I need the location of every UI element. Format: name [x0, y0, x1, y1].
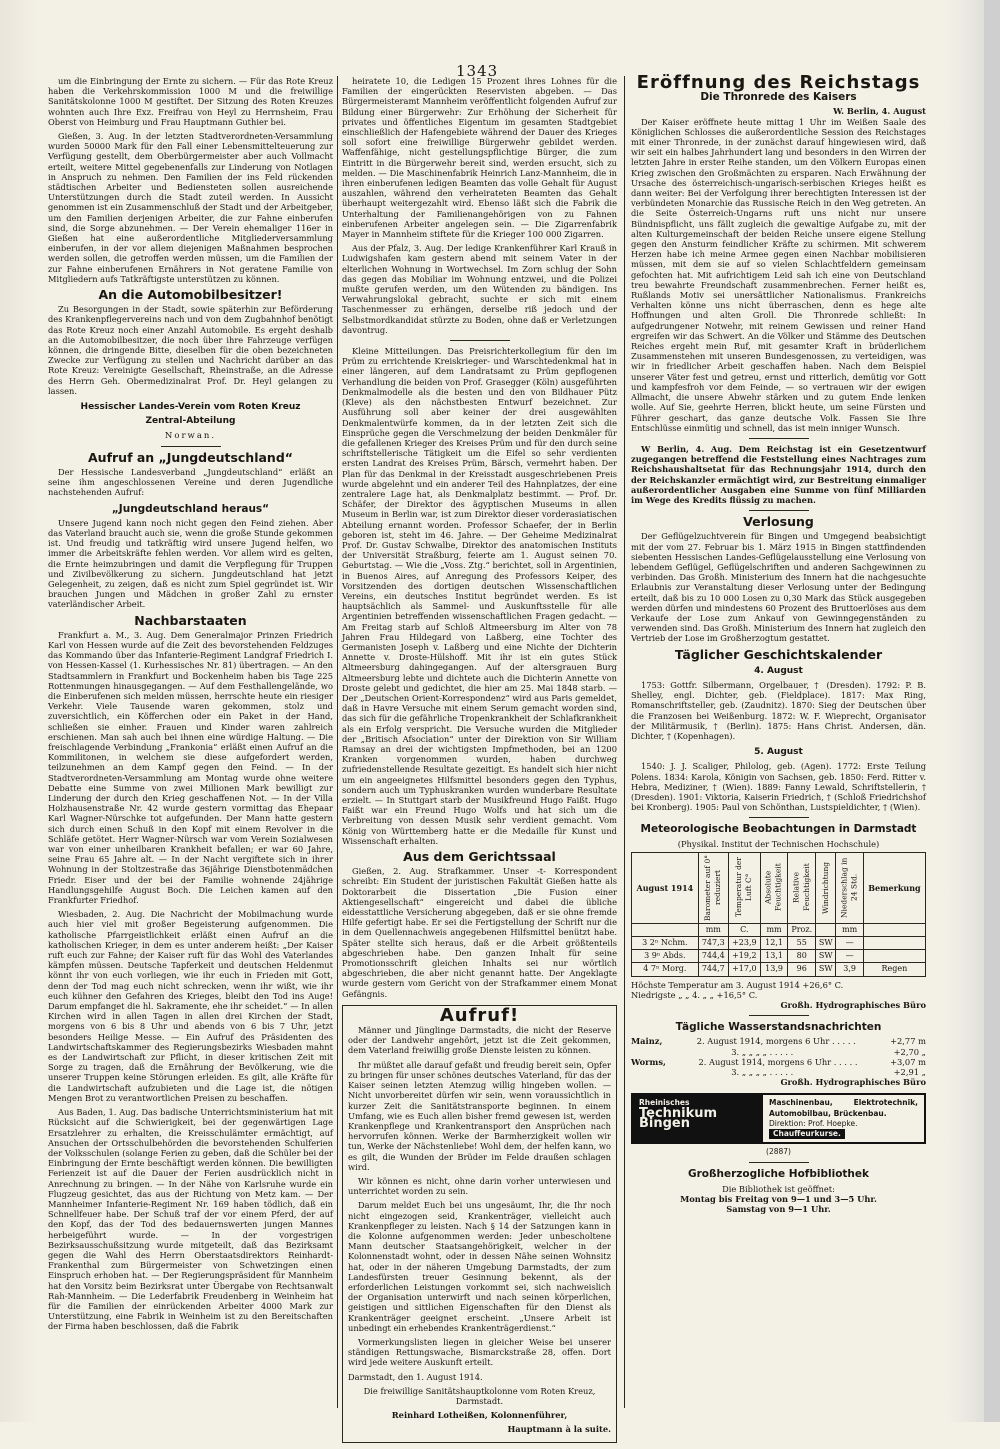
water-date: 3. „ „ „ „ . . . . .	[731, 1067, 794, 1078]
meteo-cell: 747,3	[698, 937, 728, 950]
heading-automobilbesitzer: An die Automobilbesitzer!	[98, 287, 283, 303]
meteo-unit: C.	[728, 923, 760, 936]
signature-norwan: Norwan.	[164, 430, 217, 441]
ad-title-block	[633, 1095, 763, 1142]
separator	[749, 510, 809, 511]
aufruf-text-5: Vormerkungslisten liegen in gleicher Weise bei unserer ständigen Rettungswache, Bismarckstraße 28, offen. Dort wird jede weitere Auskunft erteilt.	[348, 1336, 611, 1368]
heading-nachbarstaaten: Nachbarstaaten	[134, 612, 247, 628]
meteo-cell: 3 2ⁿ Nchm.	[632, 937, 699, 950]
column-2	[342, 76, 617, 1449]
meteo-cell: SW	[816, 937, 836, 950]
temperature-high: Höchste Temperatur am 3. August 1914 +26,6° C.	[631, 979, 844, 990]
meteo-header: August 1914	[632, 852, 699, 923]
meteo-unit-row	[632, 923, 926, 936]
article-strafkammer: Gießen, 2. Aug. Strafkammer. Unser -t- Korrespondent schreibt: Ein Student der juristischen Fakultät Gießen hatte als Doktorarbeit die Dissertation „Die Fusion einer Aktiengesellschaft“ eingereicht und dabei die übliche eidesstattliche Versicherung abgegeben, daß er sie ohne fremde Hilfe gefertigt habe. Er sei die Fertigstellung der Schrift nur die in dem Quellennachweis angegebenen Hilfsmittel benützt habe. Später stellte sich heraus, daß er die Arbeit größtenteils abgeschrieben habe. Den ganzen Inhalt für seine Promotionsschrift gleichen Inhalts sei nur wörtlich abgeschrieben, die aber nicht genannt hatte. Der Angeklagte wurde gestern vom Gericht von der Strafkammer einem Monat Gefängnis.	[342, 866, 617, 999]
meteo-cell: 13,1	[760, 950, 787, 963]
meteo-cell	[863, 950, 925, 963]
article-jungdeutschland: Unsere Jugend kann noch nicht gegen den Feind ziehen. Aber das Vaterland braucht auch sie, wenn die große Stunde gekommen ist. Und freudig und tatkräftig wird unsere Jugend helfen, wo immer die Arbeitskräfte fehlen werden. Vor allem wird es gelten, die Ernte heimzubringen und damit die Verpflegung für Truppen und Zivilbevölkerung zu sichern. Jungdeutschland hat jetzt Gelegenheit, zu zeigen, daß es nicht zum Spiel gegründet ist. Wir brauchen Jungen und Mädchen in großer Zahl zu ernster vaterländischer Arbeit.	[48, 517, 333, 610]
meteo-source: Großh. Hydrographisches Büro	[780, 1000, 926, 1011]
binding-strip	[984, 0, 1000, 1422]
separator	[450, 340, 510, 341]
water-date: 3. „ „ „ „ . . . . .	[731, 1046, 794, 1057]
heading-verlosung: Verlosung	[743, 514, 814, 530]
article-kleine-mitteilungen: Kleine Mitteilungen. Das Preisrichterkollegium für den im Prüm zu errichtende Kreiskrieger- und Warschtedenkmal hat in einer längeren, auf dem Landratsamt zu Prüm gepflogenen Verhandlung die beiden von Prof. Grasegger (Köln) ausgeführten Denkmalmodelle als die besten und den von Bildhauer Pütz (Kleve) als den nächstbesten Entwurf bezeichnet. Zur Ausführung soll aber keiner der drei ausgewählten Denkmalentwürfe kommen, da in der letzten Zeit sich die Einsprüche gegen die Verschmelzung der beiden Denkmäler für die gefallenen Krieger des Kreises Prüm und für den durch seine schriftstellerische Tätigkeit um die Eifel so sehr verdienten ersten Landrat des Kreises Prüm, Bärsch, vermehrt haben. Der Plan für das Denkmal in der Kreisstadt ausgeschriebenen Preis wurde abgelehnt und ein anderer Teil des Hahnplatzes, der eine zentralere Lage hat, als Denkmalplatz bestimmt. — Prof. Dr. Schäfer, der Direktor des ägyptischen Museums in allen Museum in Berlin war, ist zum Direktor dieser vorderasiatischen Abteilung ernannt worden. Professor Schaefer, der in Berlin geboren ist, steht im 46. Jahre. — Der Geheime Medizinalrat Prof. Dr. Gustav Schwalbe, Direktor des anatomischen Instituts der Universität Straßburg, feierte am 1. August seinen 70. Geburtstag. — Wie die „Voss. Ztg.“ berichtet, soll in Argentinien, in Buenos Aires, auf Anregung des Professors Keiper, des Vorsitzenden des dortigen deutschen Wissenschaftlichen Vereins, ein deutsches Institut begründet werden. Es ist hauptsächlich als Sammel- und Auskunftsstelle für alle Argentinien betreffenden wissenschaftlichen Fragen gedacht. — Am Freitag starb auf Schloß Altmeersburg im Alter von 78 Jahren Frau Hildegard von Laßberg, eine Tochter des Germanisten Joseph v. Laßberg und eine Nichte der Dichterin Annette v. Droste-Hülshoff. Mit ihr ist ein gutes Stück Altmeersburg dahingegangen. Auf der altersgrauen Burg Altmeersburg lebte und dichtete auch die Dichterin Annette von Droste gelebt und gedichtet, die hier am 25. Mai 1848 starb. — Der „Deutschen Orient-Korrespondenz“ wird aus Paris gemeldet, daß in Havre Versuche mit einem Serum gemacht worden sind, das sich für die gefährliche Tropenkrankheit der Schlafkrankheit als ein Erfolg verspricht. Die Versuche wurden die Mitglieder der „Britisch Afsociation“ unter der Direktion von Sir William Ramsay an drei der wichtigsten Impfmethoden, bei an 1200 Kranken vorgenommen wurden, haben durchweg zufriedenstellende Resultate gezeitigt. Es handelt sich hier nicht um ein angeeignetes Hilfsmittel besonders gegen den Typhus, sondern auch um Typhuskranken wurden wunderbare Resultate erzielt. — In Stuttgart starb der Musikfreund Hugo Faißt. Hugo Faißt war ein Freund Hugo Wolfs und hat sich um die Verbreitung von dessen Musik sehr verdient gemacht. Vom König von Württemberg hatte er die Medaille für Kunst und Wissenschaft erhalten.	[342, 346, 617, 846]
water-level-row	[631, 1047, 926, 1057]
water-date: 2. August 1914, morgens 6 Uhr . . . . .	[696, 1036, 856, 1047]
water-value: +2,70 „	[893, 1046, 926, 1057]
heading-reichstag: Eröffnung des Reichstags	[636, 72, 921, 93]
heading-meteorologie: Meteorologische Beobachtungen in Darmstadt	[640, 823, 917, 836]
article-frankfurt: Frankfurt a. M., 3. Aug. Dem Generalmajor Prinzen Friedrich Karl von Hessen wurde auf die Zeit des bevorstehenden Feldzuges das Kommando über das Infanterie-Regiment Landgraf Friedrich I. von Hessen-Kassel (1. Kurhessisches Nr. 81) übertragen. — An den Stadtsammlern in Frankfurt und Bockenheim haben bis Tage 225 Rottenmungen hinausgegangen. — Auf dem Festhallengelände, wo die Einberufenen sich melden müssen, herrschte heute ein riesiger Verkehr. Viele Tausende waren gekommen, stolz und zuversichtlich, ein Köfferchen oder ein Paket in der Hand, schließen sie einher. Frauen und Kinder waren zahlreich erschienen. Man sah auch bei ihnen eine würdige Haltung. — Die freischlagende Verbindung „Frankonia“ erläßt einen Aufruf an die Kommilitonen, in welchem sie diese aufgefordert werden, teilzunehmen an dem Kampf gegen den Feind. — In der Stadtverordneten-Versammlung am Montag wurde ohne weitere Debatte eine Summe von zwei Millionen Mark bewilligt zur Linderung der durch den Krieg geschaffenen Not. — In der Villa Holzhausenstraße Nr. 42 wurde gestern vormittag das Ehepaar Karl Wagner-Nürschke tot aufgefunden. Der Mann hatte gestern sich durch einen Schuß in den Kopf mit einem Revolver in die Schläfe getötet. Herr Wagner-Nürsch war vom Verein Sozialwesen war von einer unheilbaren Krankheit befallen; er war 60 Jahre, seine Frau 65 Jahre alt. — In der Nacht vergiftete sich in ihrer Wohnung in der Stoltzestraße das 36jährige Dienstbotenmädchen Friedr. Eiser und der bei der Familie wohnende 24jährige Handlungsgehilfe August Boch. Die Leichen kamen auf den Frankfurter Friedhof.	[48, 629, 333, 906]
meteo-unit	[632, 923, 699, 936]
library-hours-saturday: Samstag von 9—1 Uhr.	[726, 1204, 831, 1215]
water-value: +2,91 „	[893, 1067, 926, 1078]
article-mannheim: heiratete 10, die Ledigen 15 Prozent ihres Lohnes für die Familien der eingerückten Reservisten abgeben. — Das Bürgermeisteramt Mannheim veröffentlicht folgenden Aufruf zur Bildung einer Bürgerwehr: Zur Erhöhung der Sicherheit für privates und öffentliches Eigentum im gesamten Stadtgebiet einschließlich der Hafengebiete während der Dauer des Krieges soll sofort eine freiwillige Bürgerwehr gebildet werden. Waffenfähige, nicht gestellungspflichtige Bürger, die zum Eintritt in die Bürgerwehr bereit sind, werden ersucht, sich zu melden. — Die Maschinenfabrik Heinrich Lanz-Mannheim, die in ihren einberufenen ledigen Beamten das volle Gehalt für August auszahlen, während den verheirateten Beamten das Gehalt überhaupt weitergezahlt wird. Ebenso läßt sich die Fabrik die Unterhaltung der Familienangehörigen von zu Fahnen einberufenen Arbeiter angelegen sein. — Die Zigarrenfabrik Mayer in Mannheim stiftete für die Krieger 100 000 Zigarren.	[342, 76, 617, 240]
meteo-header: Temperatur der Luft C°	[728, 852, 760, 923]
meteo-cell: 3,9	[836, 963, 863, 976]
meteo-row	[632, 950, 926, 963]
meteo-cell: 4 7ⁿ Morg.	[632, 963, 699, 976]
meteo-header: Absolute Feuchtigkeit	[760, 852, 787, 923]
library-open: Die Bibliothek ist geöffnet:	[722, 1183, 835, 1194]
meteo-header: Windrichtung	[816, 852, 836, 923]
heading-5-august: 5. August	[754, 747, 803, 758]
meteo-cell: +23,9	[728, 937, 760, 950]
separator	[749, 817, 809, 818]
heading-aufruf-jungdeutschland: Aufruf an „Jungdeutschland“	[88, 449, 293, 465]
aufruf-text-4: Darum meldet Euch bei uns ungesäumt, Ihr, die Ihr noch nicht eingezogen seid, Krankenträger, vielleicht auch Krankenpfleger zu leisten. Nach § 14 der Satzungen kann in die Kolonne aufgenommen werden: Jeder unbescholtene Mann deutscher Staatsangehörigkeit, welcher in der Kolonnenstadt wohnt, oder in dessen Nähe seinen Wohnsitz hat, oder in der näheren Umgebung Darmstadts, der zum Landesfürsten treuer Gesinnung bekennt, als der erforderlichen Leistungen vorkommt sei, sich nachweislich der Organisation unterwirft und nach seinen körperlichen, geistigen und sittlichen Eigenschaften für den Dienst als Krankenträger geeignet erscheint. „Unsere Arbeit ist unbedingt ein erhebendes Krankenträgerdienst.“	[348, 1200, 611, 1333]
aufruf-leader: Reinhard Lotheißen, Kolonnenführer,	[391, 1410, 568, 1421]
separator	[749, 1015, 809, 1016]
meteo-table	[631, 852, 926, 977]
ad-title: Technikum Bingen	[639, 1105, 718, 1131]
heading-thronrede: Die Thronrede des Kaisers	[700, 91, 857, 104]
heading-landesverein: Hessischer Landes-Verein vom Roten Kreuz	[80, 402, 301, 413]
ad-details	[763, 1095, 924, 1142]
separator	[161, 446, 221, 447]
meteo-institute: (Physikal. Institut der Technischen Hochschule)	[677, 838, 880, 849]
aufruf-signatory: Die freiwillige Sanitätshauptkolonne vom Roten Kreuz, Darmstadt.	[363, 1385, 596, 1406]
ad-direction: Direktion: Prof. Hoepke.	[769, 1118, 858, 1128]
ad-title-small: Rheinisches	[639, 1098, 690, 1108]
dateline-berlin: W. Berlin, 4. August	[833, 106, 926, 117]
meteo-cell: 13,9	[760, 963, 787, 976]
meteo-cell: +19,2	[728, 950, 760, 963]
article-verlosung: Der Geflügelzuchtverein für Bingen und Umgegend beabsichtigt mit der vom 27. Februar bis 1. März 1915 in Bingen stattfindenden siebenten Hessischen Landes-Geflügelausstellung eine Verlosung von lebendem Geflügel, Geflügelschriften und anderen Sachgewinnen zu verbinden. Das Großh. Ministerium des Innern hat die nachgesuchte Erlaubnis zur Veranstaltung dieser Verlosung unter der Bedingung erteilt, daß bis zu 10 000 Losen zu 0,30 Mark das Stück ausgegeben werden dürfen und mindestens 60 Prozent des Bruttoerlöses aus dem Verkaufe der Lose zum Ankauf von Gewinngegenständen zu verwenden sind. Das Großh. Ministerium des Innern hat zugleich den Vertrieb der Lose im Großherzogtum gestattet.	[631, 531, 926, 644]
meteo-cell: —	[836, 937, 863, 950]
heading-geschichtskalender: Täglicher Geschichtskalender	[674, 646, 883, 662]
water-value: +3,07 m	[890, 1056, 926, 1067]
meteo-header: Niederschlag in 24 Std.	[836, 852, 863, 923]
separator	[749, 438, 809, 439]
advertisement-technikum	[631, 1093, 926, 1144]
calendar-4-august: 1753: Gottfr. Silbermann, Orgelbauer, † (Dresden). 1792: P. B. Shelley, engl. Dichter, geb. (Fieldplace). 1817: Max Ring, Romanschriftsteller, geb. (Zaudnitz). 1870: Sieg der Deutschen über die Franzosen bei Weißenburg. 1872: W. F. Wieprecht, Organisator der Militärmusik, † (Berlin). 1875: Hans Christ. Andersen, dän. Dichter, † (Kopenhagen).	[631, 679, 926, 741]
aufruf-text-3: Wir können es nicht, ohne darin vorher unterwiesen und unterrichtet worden zu sein.	[348, 1175, 611, 1197]
left-page-edge	[0, 0, 38, 1422]
meteo-cell: —	[836, 950, 863, 963]
article-automobile: Zu Besorgungen in der Stadt, sowie späterhin zur Beförderung des Krankenpflegervereins nach und von dem Zugbahnhof benötigt das Rote Kreuz noch einer Anzahl Automobile. Es ergeht deshalb an die Automobilbesitzer, die noch über ihre Fahrzeuge verfügen können, die dringende Bitte, dieselben für die oben bezeichneten Zwecke zur Verfügung zu stellen und Nachricht darüber an das Rote Kreuz: Vereinigte Gesellschaft, Rheinstraße, an die Adresse des Herrn Geh. Obermedizinalrat Prof. Dr. Heyl gelangen zu lassen.	[48, 304, 333, 396]
heading-gerichtssaal: Aus dem Gerichtssaal	[403, 849, 556, 865]
meteo-row	[632, 937, 926, 950]
water-level-row	[631, 1057, 926, 1067]
aufruf-text-2: Ihr müßtet alle darauf gefaßt und freudig bereit sein, Opfer zu bringen für unser schönes deutsches Vaterland, für das der Kaiser seinen letzten Atemzug willig hingeben wollen. — Nicht unvorbereitet dürfen wir sein, wenn voraussichtlich in kurzer Zeit die Sanitätstransporte beginnen. In einem Umfang, wie es Euch allen bisher fremd gewesen ist, werden Krankenpflege und Krankentransport den Ansprüchen nach hervorrufen können. Werke der Barmherzigkeit wollen wir tun, Werke der Nächstenliebe! Wohl dem, der helfen kann, wo es gilt, die Wunden der Brüder im Felde draußen schlagen wird.	[348, 1059, 611, 1172]
meteo-cell: SW	[816, 963, 836, 976]
heading-wasserstand: Tägliche Wasserstandsnachrichten	[675, 1021, 882, 1034]
water-value: +2,77 m	[890, 1036, 926, 1047]
water-station: Mainz,	[631, 1036, 663, 1047]
meteo-header-row	[632, 852, 926, 923]
heading-4-august: 4. August	[754, 665, 803, 676]
meteo-header: Bemerkung	[863, 852, 925, 923]
heading-aufruf: Aufruf!	[439, 1004, 520, 1026]
meteo-cell: 744,4	[698, 950, 728, 963]
heading-zentralabteilung: Zentral-Abteilung	[145, 416, 236, 427]
meteo-cell: +17,0	[728, 963, 760, 976]
meteo-unit: mm	[698, 923, 728, 936]
meteo-cell: 55	[788, 937, 816, 950]
meteo-unit: Proz.	[788, 923, 816, 936]
library-hours-weekday: Montag bis Freitag von 9—1 und 3—5 Uhr.	[680, 1193, 877, 1204]
page-number: 1343	[456, 62, 499, 80]
ad-number: (2887)	[766, 1147, 791, 1157]
ad-chauffeur: Chauffeurkurse.	[769, 1129, 845, 1139]
water-date: 2. August 1914, morgens 6 Uhr . . . . .	[698, 1056, 858, 1067]
column-rule-1	[337, 76, 338, 1408]
aufruf-rank: Hauptmann à la suite.	[507, 1424, 611, 1435]
meteo-cell: SW	[816, 950, 836, 963]
meteo-cell: 80	[788, 950, 816, 963]
meteo-cell: 12,1	[760, 937, 787, 950]
meteo-header: Barometer auf 0° reduziert	[698, 852, 728, 923]
water-source: Großh. Hydrographisches Büro	[780, 1077, 926, 1088]
meteo-cell: 3 9ⁿ Abds.	[632, 950, 699, 963]
heading-jungdeutschland-heraus: „Jungdeutschland heraus“	[111, 502, 270, 515]
column-3	[631, 72, 926, 1215]
aufruf-text-1: Männer und Jünglinge Darmstadts, die nicht der Reserve oder der Landwehr angehört, jetzt ist die Zeit gekommen, dem Vaterland freiwillig große Dienste leisten zu können.	[348, 1025, 611, 1056]
meteo-cell: Regen	[863, 963, 925, 976]
article-jungdeutschland-intro: Der Hessische Landesverband „Jungdeutschland“ erläßt an seine ihm angeschlossenen Vereine und deren Jugendliche nachstehenden Aufruf:	[48, 466, 333, 498]
article-giessen: Gießen, 3. Aug. In der letzten Stadtverordneten-Versammlung wurden 50000 Mark für den Fall einer Lebensmittelteuerung zur Verfügung gestellt, dem Oberbürgermeister aber auch Vollmacht erteilt, weitere Mittel gegebenenfalls zur Linderung von Notlagen in Anspruch zu nehmen. Den Familien der ins Feld rückenden städtischen Arbeiter und Bediensteten sollen ausreichende Unterstützungen durch die Stadt zuteil werden. In Aussicht genommen ist ein Zusammenschluß der Stadt und der Arbeitgeber, um den Familien derjenigen Arbeiter, die zur Fahne einberufen sind, die Sorge abzunehmen. — Der Verein ehemaliger 116er in Gießen hat eine außerordentliche Mitgliederversammlung einberufen, in der vor allem diejenigen Maßnahmen besprochen werden sollen, die getroffen werden müssen, um die Familien der zur Fahne einberufenen Ernährers in Not geratene Familie von Mitgliedern aufs Tatkräftigste unterstützen zu können.	[48, 131, 333, 284]
aufruf-date: Darmstadt, den 1. August 1914.	[348, 1371, 483, 1382]
meteo-cell: 744,7	[698, 963, 728, 976]
article-wiesbaden: Wiesbaden, 2. Aug. Die Nachricht der Mobilmachung wurde auch hier viel mit großer Begeisterung aufgenommen. Die katholische Pfarrgeistlichkeit erläßt einen Aufruf an die katholischen Krieger, in dem es unter anderem heißt: „Der Kaiser ruft euch zur Fahne; der Kaiser ruft für das Wohl des Vaterlandes kämpfen müssen. Deutsche Tapferkeit und deutschen Heldenmut könnt ihr von euch vorliegen, wie ihr euch in Frieden mit Gott, denn der Tod mag euch nicht schrecken, wenn ihr wißt, wie ihr euch kühner den Gefahren des Krieges, bleibt den Tod ins Auge! Darum empfanget die hl. Sakramente, ehe ihr scheidet.“ — In allen Kirchen wird in allen Tagen in allen drei Kirchen der Stadt, morgens von 6 bis 8 Uhr und abends von 6 bis 7 Uhr, jetzt besonders Heilige Messe. — Ein Aufruf des Präsidenten des Landwirtschaftskammer des Regierungsbezirks Wiesbaden mahnt es der Landwirtschaft zur Pflicht, in dieser kritischen Zeit mit Sorge zu tragen, daß die Ernährung der Bevölkerung, wie die unserer Truppen keine Störungen erleiden. Es gilt, alle Kräfte für die Landwirtschaft aufzubieten und die Lage ist, die nötigen Mengen Brot zu verantwortlichen Preisen zu beschaffen.	[48, 909, 333, 1103]
meteo-unit: mm	[760, 923, 787, 936]
water-level-row	[631, 1036, 926, 1046]
meteo-unit: mm	[836, 923, 863, 936]
heading-hofbibliothek: Großherzogliche Hofbibliothek	[687, 1168, 870, 1181]
aufruf-box	[342, 1005, 617, 1443]
article-pfalz: Aus der Pfalz, 3. Aug. Der ledige Krankenführer Karl Krauß in Ludwigshafen kam gestern abend mit seinem Vater in der elterlichen Wohnung in Wortwechsel. Im Zorn schlug der Sohn das gegen das Mobiliar im Wohnung entzwei, und die Polizei mußte gerufen werden, um den Wütenden zu bändigen. Ins Verwahrungslokal gebracht, suchte er sich mit einem Taschenmesser zu erhängen, derselbe riß jedoch und der Selbstmordkandidat stürzte zu Boden, ohne daß er Verletzungen davontrug.	[342, 243, 617, 335]
temperature-low: Niedrigste „ „ 4. „ „ +16,5° C.	[631, 989, 758, 1000]
article-rotes-kreuz-end: um die Einbringung der Ernte zu sichern. — Für das Rote Kreuz haben die Verkehrskommission 1000 M und die freiwillige Sanitätskolonne 1000 M gestiftet. Der Sitzung des Roten Kreuzes wohnten auch Ihre Exz. Freifrau von Heyl zu Herrnsheim, Frau Oberst von Heimburg und Frau Hauptmann Guthier bei.	[48, 76, 333, 127]
article-baden: Aus Baden, 1. Aug. Das badische Unterrichtsministerium hat mit Rücksicht auf die Schwierigkeit, bei der gegenwärtigen Lage Ersatzlehrer zu erhalten, die Kreisschulämter ermächtigt, auf Ansuchen der Ortsschulbehörden die bevorstehenden Schulferien der Volksschulen (solange Ferien zu geben, daß die Schüler bei der Einbringung der Ernte beschäftigt werden können. Die bewilligten Ferienzeit ist auf die Dauer der Ferien ausdrücklich nicht in Anrechnung zu bringen. — In der Nähe von Karlsruhe wurde ein Flugzeug gesichtet, das aus der Richtung von Metz kam. — Der Mannheimer Infanterie-Regiment Nr. 169 haben tödlich, daß ein Schnellfeuer habe. Der Schuß traf der vor einem Pferd, der auf den Kopf, das der Tod des bedauernswerten jungen Mannes herbeigeführt wurde. — In der vorgestrigen Bezirksausschußsitzung wurde mitgeteilt, daß das Bezirksamt gegen die Wahl des Herrn Oberstaatsdirektors Reinhardt-Frankenthal zum Bürgermeister von Schwetzingen einen Einspruch erhoben hat. — Der Regierungspräsident für Mannheim hat den Vorsitz beim Bezirksrat unter Übergabe von Rechtsanwalt Rah-Mannheim. — Die Lederfabrik Freudenberg in Weinheim hat für die Familien der einrückenden Arbeiter 4000 Mark zur Unterstützung, eine Fabrik in Weinheim ist zu den Bereitschaften der Firma haben beschlossen, daß die Fabrik	[48, 1107, 333, 1332]
article-thronrede: Der Kaiser eröffnete heute mittag 1 Uhr im Weißen Saale des Königlichen Schlosses die außerordentliche Session des Reichstages mit einer Thronrede, in der zunächst darauf hingewiesen wird, daß wir seit ein halbes Jahrhundert lang und besonders in den Wirren der letzten Jahre in erster Reihe standen, um den Völkern Europas einen Krieg zwischen den Großmächten zu ersparen. Nach Erwähnung der Ursache des österreichisch-ungarisch-serbischen Krieges heißt es dann weiter: Bei der Verfolgung ihrer berechtigten Interessen ist der verbündeten Monarchie das Russische Reich in den Weg getreten. An die Seite Österreich-Ungarns ruft uns nicht nur unsere Bündnispflicht, uns fällt zugleich die gewaltige Aufgabe zu, mit der alten Kulturgemeinschaft der beiden Reiche unsere eigene Stellung gegen den Ansturm feindlicher Kräfte zu schirmen. Mit schwerem Herzen habe ich meine Armee gegen einen Nachbar mobilisieren müssen, mit dem sie auf so vielen Schlachtfeldern gemeinsam gefochten hat. Mit aufrichtigem Leid sah ich eine von Deutschland treu bewahrte Freundschaft zusammenbrechen. Ferner heißt es, Rußlands Motiv sei unersättlicher Nationalismus. Frankreichs Verhalten könne uns nicht überraschen, denn es hege alte Hoffnungen und alten Groll. Die Thronrede schließt: In aufgedrungener Notwehr, mit reinem Gewissen und reiner Hand ergreifen wir das Schwert. An die Völker und Stämme des Deutschen Reiches ergeht mein Ruf, mit gesamter Kraft in brüderlichem Zusammenstehen mit unseren Bundesgenossen, zu verteidigen, was wir in friedlicher Arbeit geschaffen haben. Nach dem Beispiel unserer Väter fest und getreu, ernst und ritterlich, demütig vor Gott und kampfesfroh vor dem Feinde, — so vertrauen wir der ewigen Allmacht, die unsere Abwehr stärken und zu gutem Ende lenken wolle. Auf Sie, geehrte Herren, blickt heute, um seine Fürsten und Führer geschart, das ganze deutsche Volk. Fassen Sie Ihre Entschlüsse einmütig und schnell, das ist mein inniger Wunsch.	[631, 116, 926, 433]
ad-courses: Maschinenbau, Elektrotechnik, Automobilbau, Brückenbau.	[769, 1098, 918, 1118]
meteo-row	[632, 963, 926, 976]
calendar-5-august: 1540: J. J. Scaliger, Philolog, geb. (Agen). 1772: Erste Teilung Polens. 1834: Karola, Königin von Sachsen, geb. 1850: Ferd. Ritter v. Hebra, Mediziner, † (Wien). 1889: Fanny Lewald, Schriftstellerin, † (Dresden). 1901: Viktoria, Kaiserin Friedrich, † (Schloß Friedrichshof bei Kronberg). 1905: Paul von Schönthan, Lustspieldichter, † (Wien).	[631, 761, 926, 813]
meteo-cell: 96	[788, 963, 816, 976]
article-nachtragsetat: W Berlin, 4. Aug. Dem Reichstag ist ein Gesetzentwurf zugegangen betreffend die Feststellung eines Nachtrages zum Reichshaushaltsetat für das Rechnungsjahr 1914, durch den der Reichskanzler ermächtigt wird, zur Bestreitung einmaliger außerordentlicher Ausgaben eine Summe von fünf Milliarden im Wege des Kredits flüssig zu machen.	[631, 443, 926, 505]
meteo-unit	[863, 923, 925, 936]
water-level-row	[631, 1067, 926, 1077]
water-station: Worms,	[631, 1056, 666, 1067]
separator	[749, 1162, 809, 1163]
meteo-cell	[863, 937, 925, 950]
meteo-unit	[816, 923, 836, 936]
column-1	[48, 76, 333, 1336]
meteo-header: Relative Feuchtigkeit	[788, 852, 816, 923]
column-rule-2	[624, 76, 625, 1408]
